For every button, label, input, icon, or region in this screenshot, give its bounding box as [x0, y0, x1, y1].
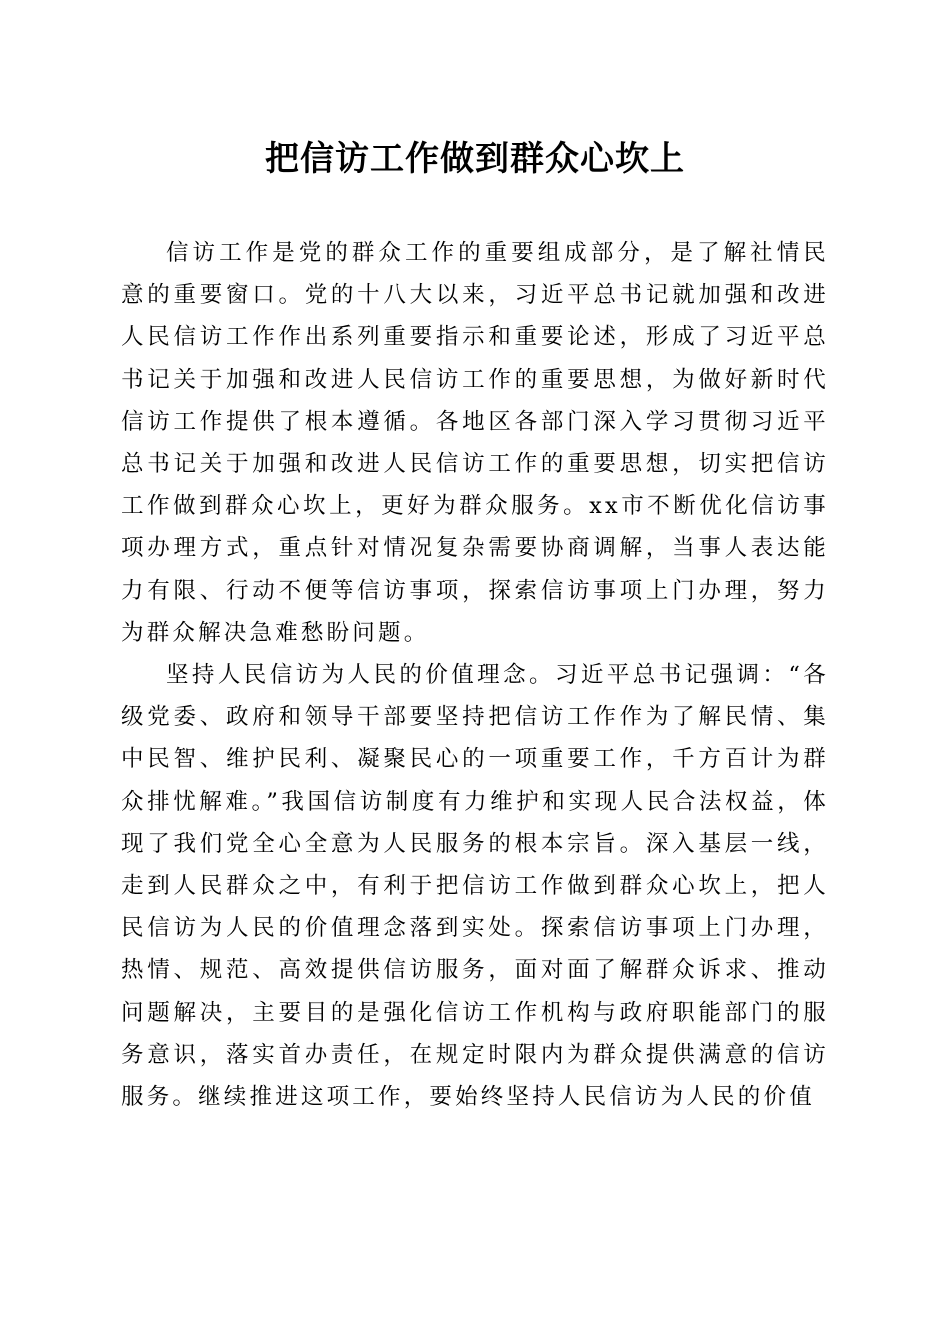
document-title: 把信访工作做到群众心坎上 [265, 139, 685, 179]
paragraph-1: 信访工作是党的群众工作的重要组成部分，是了解社情民意的重要窗口。党的十八大以来，习近平总书记就加强和改进人民信访工作作出系列重要指示和重要论述，形成了习近平总书记关于加强和改进人民信访工作的重要思想，为做好新时代信访工作提供了根本遵循。各地区各部门深入学习贯彻习近平总书记关于加强和改进人民信访工作的重要思想，切实把信访工作做到群众心坎上，更好为群众服务。xx市不断优化信访事项办理方式，重点针对情况复杂需要协商调解，当事人表达能力有限、行动不便等信访事项，探索信访事项上门办理，努力为群众解决急难愁盼问题。 [121, 240, 829, 646]
document-body [121, 232, 829, 1118]
paragraph-2: 坚持人民信访为人民的价值理念。习近平总书记强调：“各级党委、政府和领导干部要坚持把信访工作作为了解民情、集中民智、维护民利、凝聚民心的一项重要工作，千方百计为群众排忧解难。”我国信访制度有力维护和实现人民合法权益，体现了我们党全心全意为人民服务的根本宗旨。深入基层一线，走到人民群众之中，有利于把信访工作做到群众心坎上，把人民信访为人民的价值理念落到实处。探索信访事项上门办理，热情、规范、高效提供信访服务，面对面了解群众诉求、推动问题解决，主要目的是强化信访工作机构与政府职能部门的服务意识，落实首办责任，在规定时限内为群众提供满意的信访服务。继续推进这项工作，要始终坚持人民信访为人民的价值 [121, 662, 829, 1111]
